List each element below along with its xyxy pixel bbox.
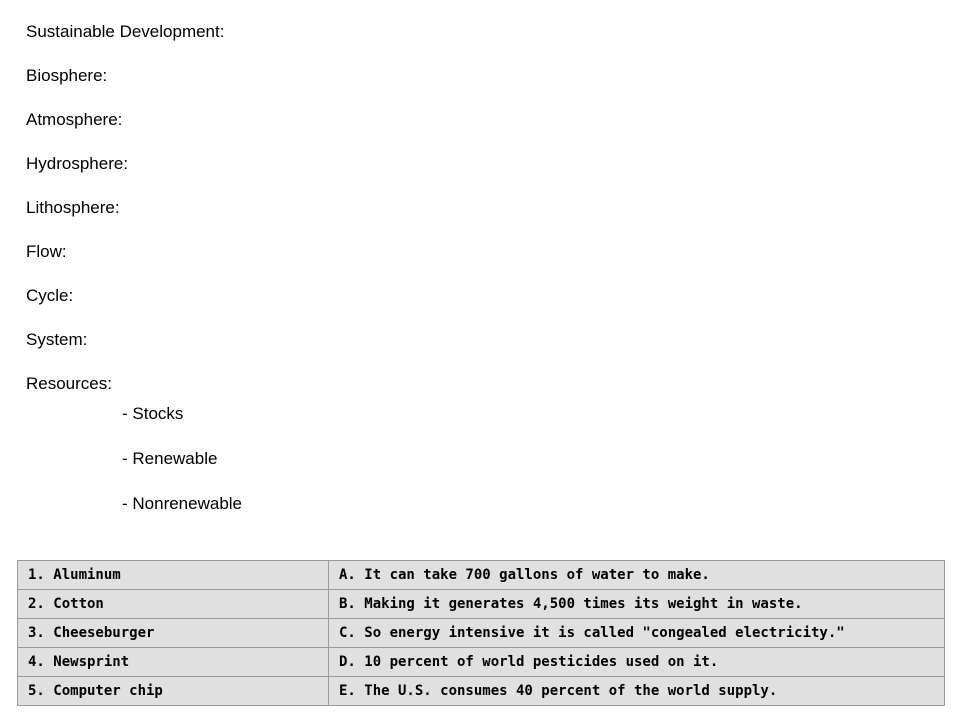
term-lithosphere: Lithosphere: bbox=[26, 198, 120, 217]
item-cell: 3. Cheeseburger bbox=[18, 619, 329, 648]
subitem-renewable: - Renewable bbox=[122, 449, 218, 468]
matching-table bbox=[17, 560, 945, 706]
term-biosphere: Biosphere: bbox=[26, 66, 108, 85]
fact-cell: D. 10 percent of world pesticides used on it. bbox=[329, 648, 945, 677]
fact-cell: A. It can take 700 gallons of water to make. bbox=[329, 561, 945, 590]
item-cell: 1. Aluminum bbox=[18, 561, 329, 590]
resource-subitem-list bbox=[122, 403, 242, 515]
subitem-stocks: - Stocks bbox=[122, 404, 184, 423]
term-flow: Flow: bbox=[26, 242, 67, 261]
fact-cell: E. The U.S. consumes 40 percent of the world supply. bbox=[329, 677, 945, 706]
fact-cell: B. Making it generates 4,500 times its weight in waste. bbox=[329, 590, 945, 619]
term-list bbox=[26, 21, 224, 395]
table-row bbox=[18, 561, 945, 590]
term-cycle: Cycle: bbox=[26, 286, 74, 305]
item-cell: 4. Newsprint bbox=[18, 648, 329, 677]
table-row bbox=[18, 677, 945, 706]
subitem-nonrenewable: - Nonrenewable bbox=[122, 494, 243, 513]
term-system: System: bbox=[26, 330, 88, 349]
table-row bbox=[18, 619, 945, 648]
term-atmosphere: Atmosphere: bbox=[26, 110, 123, 129]
table-row bbox=[18, 590, 945, 619]
item-cell: 5. Computer chip bbox=[18, 677, 329, 706]
term-hydrosphere: Hydrosphere: bbox=[26, 154, 129, 173]
item-cell: 2. Cotton bbox=[18, 590, 329, 619]
term-resources: Resources: bbox=[26, 374, 112, 393]
term-sustainable-development: Sustainable Development: bbox=[26, 22, 225, 41]
table-row bbox=[18, 648, 945, 677]
fact-cell: C. So energy intensive it is called "congealed electricity." bbox=[329, 619, 945, 648]
